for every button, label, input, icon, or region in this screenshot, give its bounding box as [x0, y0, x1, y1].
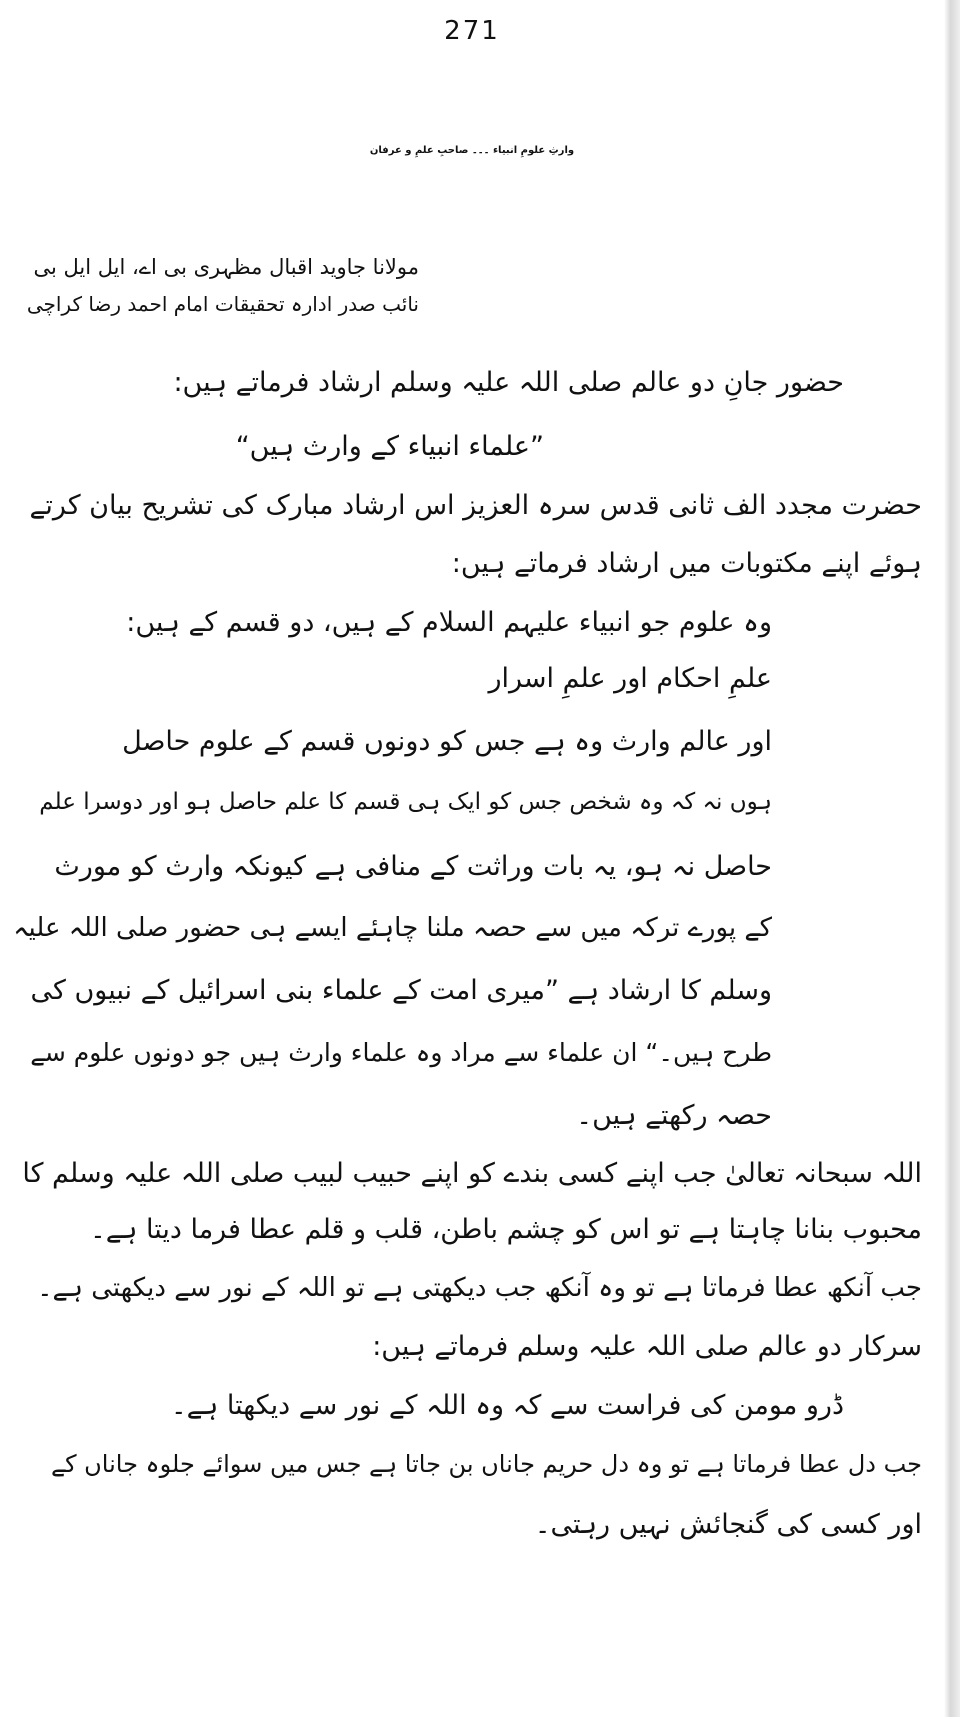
article-title: وارثِ علومِ انبیاء ۔۔۔ صاحبِ علمِ و عرفان — [369, 145, 575, 156]
body-line: اور کسی کی گنجائش نہیں رہتی۔ — [534, 1509, 922, 1540]
quote-line: ”علماء انبیاء کے وارث ہیں“ — [235, 431, 544, 462]
indented-line: حصہ رکھتے ہیں۔ — [576, 1100, 772, 1131]
indented-line: حاصل نہ ہو، یہ بات وراثت کے منافی ہے کیونکہ وارث کو مورث — [54, 851, 772, 882]
author-designation: نائب صدر ادارہ تحقیقات امام احمد رضا کراچی — [26, 292, 419, 316]
body-line: محبوب بنانا چاہتا ہے تو اس کو چشم باطن، قلب و قلم عطا فرما دیتا ہے۔ — [89, 1214, 922, 1245]
body-line: حضرت مجدد الف ثانی قدس سرہ العزیز اس ارشاد مبارک کی تشریح بیان کرتے — [29, 490, 922, 521]
page-edge-shadow — [944, 0, 960, 1717]
indented-line: اور عالم وارث وہ ہے جس کو دونوں قسم کے علوم حاصل — [122, 726, 772, 757]
page-number: 271 — [444, 16, 500, 46]
body-line: سرکار دو عالم صلی اللہ علیہ وسلم فرماتے ہیں: — [372, 1331, 922, 1362]
indented-line: کے پورے ترکہ میں سے حصہ ملنا چاہئے ایسے ہی حضور صلی اللہ علیہ — [13, 913, 772, 943]
body-line: اللہ سبحانہ تعالیٰ جب اپنے کسی بندے کو اپنے حبیب لبیب صلی اللہ علیہ وسلم کا — [22, 1158, 922, 1189]
body-line: ہوئے اپنے مکتوبات میں ارشاد فرماتے ہیں: — [451, 548, 922, 579]
indented-line: طرح ہیں۔“ ان علماء سے مراد وہ علماء وارث ہیں جو دونوں علوم سے — [30, 1038, 772, 1067]
indented-line: وسلم کا ارشاد ہے ”میری امت کے علماء بنی اسرائیل کے نبیوں کی — [30, 975, 772, 1006]
body-line: جب آنکھ عطا فرماتا ہے تو وہ آنکھ جب دیکھتی ہے تو اللہ کے نور سے دیکھتی ہے۔ — [37, 1273, 922, 1303]
body-line: ڈرو مومن کی فراست سے کہ وہ اللہ کے نور سے دیکھتا ہے۔ — [170, 1390, 844, 1421]
indented-line: ہوں نہ کہ وہ شخص جس کو ایک ہی قسم کا علم حاصل ہو اور دوسرا علم — [39, 789, 772, 815]
body-line: حضور جانِ دو عالم صلی اللہ علیہ وسلم ارشاد فرماتے ہیں: — [173, 367, 844, 398]
body-line: علمِ احکام اور علمِ اسرار — [488, 663, 772, 694]
body-line: جب دل عطا فرماتا ہے تو وہ دل حریم جاناں بن جاتا ہے جس میں سوائے جلوہ جاناں کے — [51, 1450, 922, 1478]
author-line: مولانا جاوید اقبال مظہری بی اے، ایل ایل بی — [33, 255, 419, 279]
body-line: وہ علوم جو انبیاء علیہم السلام کے ہیں، دو قسم کے ہیں: — [126, 607, 772, 638]
